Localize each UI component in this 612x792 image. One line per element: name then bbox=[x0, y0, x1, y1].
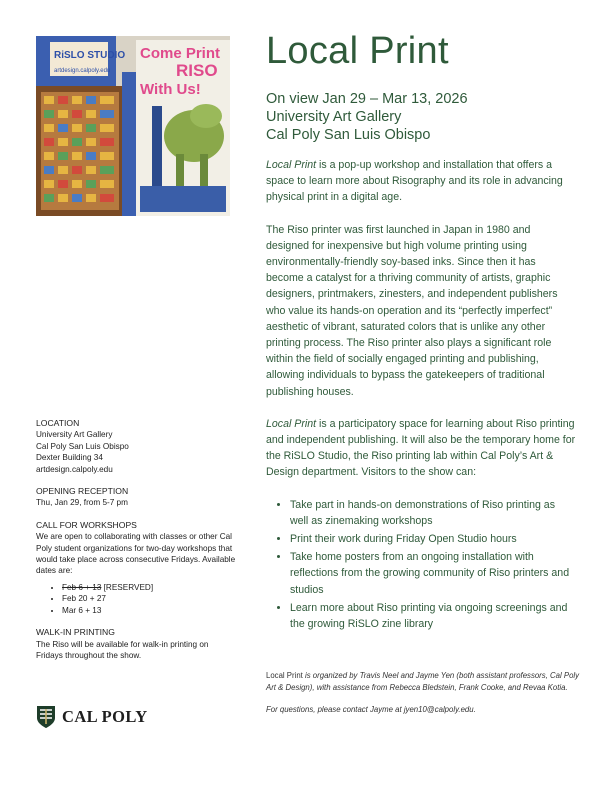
location-line: University Art Gallery bbox=[36, 430, 113, 440]
participatory-paragraph bbox=[266, 416, 576, 481]
contact-text: For questions, please contact Jayme at jyen10@calpoly.edu. bbox=[266, 705, 476, 714]
list-item: • Take part in hands-on demonstrations of Riso printing as well as zinemaking workshops bbox=[290, 497, 576, 529]
location-line: Dexter Building 34 bbox=[36, 453, 103, 463]
svg-text:Come Print: Come Print bbox=[140, 45, 221, 62]
website-link[interactable]: artdesign.calpoly.edu bbox=[36, 464, 113, 474]
workshop-date-item bbox=[62, 593, 236, 604]
participatory-text: is a participatory space for learning about Riso printing and independent publishing. It will also be the temporary home for the RiSLO Studio, the Riso printing lab within Cal Poly’s Art & Design department. Visitors to the show can: bbox=[266, 417, 576, 479]
location-line: Cal Poly San Luis Obispo bbox=[36, 441, 129, 451]
intro-text: is a pop-up workshop and installation that offers a space to learn more about Risography and its role in advancing physical print in a digital age. bbox=[266, 159, 563, 204]
walkin-block bbox=[36, 627, 236, 661]
cal-poly-logo bbox=[36, 704, 148, 730]
main-body bbox=[266, 157, 576, 634]
exhibition-dates: On view Jan 29 – Mar 13, 2026 bbox=[266, 91, 468, 107]
walkin-heading: WALK-IN PRINTING bbox=[36, 627, 115, 638]
workshops-text: We are open to collaborating with classes or other Cal Poly student organizations for two-day workshops that would take place across consecutive Fridays. Available dates are: bbox=[36, 532, 236, 576]
info-sidebar bbox=[36, 418, 236, 672]
cal-poly-wordmark: CAL POLY bbox=[62, 707, 148, 726]
reserved-date: Feb 6 + 13 bbox=[62, 582, 102, 592]
page-title: Local Print bbox=[266, 30, 449, 72]
svg-text:artdesign.calpoly.edu: artdesign.calpoly.edu bbox=[54, 68, 111, 74]
exhibition-venue: University Art Gallery bbox=[266, 109, 402, 125]
workshop-date-item bbox=[62, 605, 236, 616]
credits-text: is organized by Travis Neel and Jayme Yen (both assistant professors, Cal Poly Art & Design), with assistance from Rebecca Bledstein, Frank Cooke, and Revaa Kotia. bbox=[266, 671, 580, 692]
intro-title-em: Local Print bbox=[266, 159, 317, 171]
exhibition-photo bbox=[36, 36, 230, 216]
reception-text: Thu, Jan 29, from 5-7 pm bbox=[36, 498, 128, 508]
intro-paragraph bbox=[266, 157, 576, 206]
available-date: Feb 20 + 27 bbox=[62, 594, 106, 604]
list-item: • Print their work during Friday Open Studio hours bbox=[290, 531, 576, 547]
reception-heading: OPENING RECEPTION bbox=[36, 486, 129, 497]
participatory-title-em: Local Print bbox=[266, 417, 317, 430]
walkin-text: The Riso will be available for walk-in printing on Fridays throughout the show. bbox=[36, 639, 209, 660]
exhibition-details bbox=[266, 90, 468, 144]
exhibition-institution: Cal Poly San Luis Obispo bbox=[266, 127, 431, 143]
list-item: • Take home posters from an ongoing installation with reflections from the growing community of Riso printers and studios bbox=[290, 549, 576, 598]
svg-text:RISO: RISO bbox=[176, 61, 218, 80]
visitor-activities-list bbox=[266, 497, 576, 633]
workshops-heading: CALL FOR WORKSHOPS bbox=[36, 519, 137, 530]
organizers-note bbox=[266, 670, 584, 693]
contact-note bbox=[266, 704, 584, 716]
history-paragraph: The Riso printer was first launched in Japan in 1980 and designed for inexpensive but high volume printing using environmentally-friendly soy-based inks. Since then it has become a catalyst for a thriving community of artists, graphic designers, printmakers, zinesters, and independent publishers who value its hands-on operation and its “perfectly imperfect” aesthetic of vibrant, saturated colors that is unlike any other printing process. The Riso printer also plays a significant role within the field of socially engaged printing and publishing, allowing individuals to bypass the gatekeepers of traditional publishing houses. bbox=[266, 223, 558, 398]
svg-text:RiSLO STUDIO: RiSLO STUDIO bbox=[54, 50, 126, 61]
reception-block bbox=[36, 486, 236, 509]
location-heading: LOCATION bbox=[36, 418, 80, 428]
available-date: Mar 6 + 13 bbox=[62, 605, 102, 615]
svg-text:With Us!: With Us! bbox=[140, 81, 201, 98]
list-item: • Learn more about Riso printing via ongoing screenings and the growing RiSLO zine library bbox=[290, 600, 576, 632]
workshop-dates-list bbox=[36, 582, 236, 616]
location-block bbox=[36, 418, 236, 475]
credits bbox=[266, 670, 584, 727]
reserved-note: [RESERVED] bbox=[101, 582, 154, 592]
credits-title: Local Print bbox=[266, 671, 303, 680]
cal-poly-shield-icon bbox=[36, 705, 56, 729]
workshop-date-item bbox=[62, 582, 236, 593]
workshops-block bbox=[36, 520, 236, 616]
